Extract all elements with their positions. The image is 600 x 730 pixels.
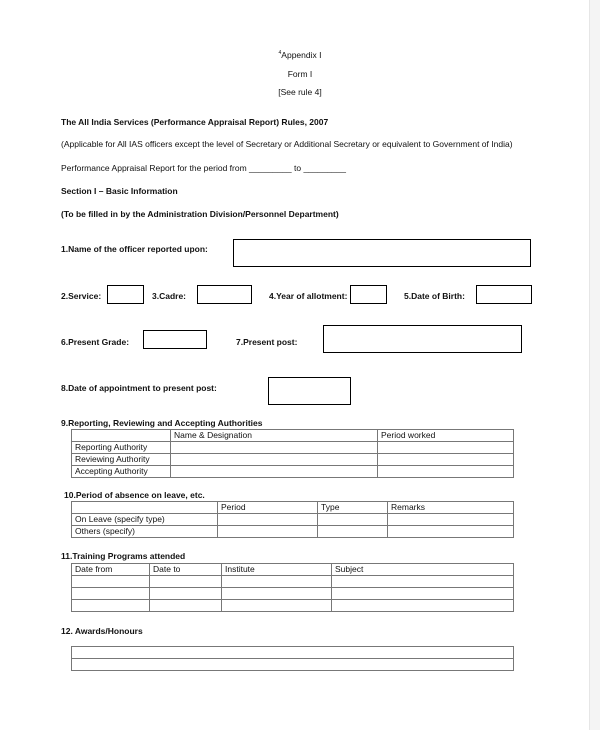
awards-heading: 12. Awards/Honours [61, 626, 143, 636]
table-row [72, 466, 514, 478]
training-cell[interactable] [332, 600, 514, 612]
training-cell[interactable] [332, 576, 514, 588]
cadre-field[interactable] [197, 285, 252, 304]
table-header-cell: Period [218, 502, 318, 514]
training-cell[interactable] [72, 600, 150, 612]
table-row [72, 647, 514, 659]
year-of-allotment-field[interactable] [350, 285, 387, 304]
name-designation-cell[interactable] [171, 454, 378, 466]
table-row [72, 454, 514, 466]
type-cell[interactable] [318, 514, 388, 526]
table-header-cell: Period worked [378, 430, 514, 442]
table-row [72, 514, 514, 526]
present-post-label: 7.Present post: [236, 337, 298, 347]
row-label: Others (specify) [72, 526, 218, 538]
table-header-cell: Remarks [388, 502, 514, 514]
table-row [72, 600, 514, 612]
cadre-label: 3.Cadre: [152, 291, 187, 301]
row-label: Accepting Authority [72, 466, 171, 478]
row-label: On Leave (specify type) [72, 514, 218, 526]
date-of-birth-label: 5.Date of Birth: [404, 291, 465, 301]
type-cell[interactable] [318, 526, 388, 538]
table-header-cell [72, 502, 218, 514]
table-header-cell [72, 430, 171, 442]
period-worked-cell[interactable] [378, 442, 514, 454]
training-heading: 11.Training Programs attended [61, 551, 186, 561]
training-cell[interactable] [150, 588, 222, 600]
row-label: Reporting Authority [72, 442, 171, 454]
report-period-line: Performance Appraisal Report for the period from _________ to _________ [61, 163, 346, 173]
name-designation-cell[interactable] [171, 442, 378, 454]
table-header-row [72, 502, 514, 514]
leave-heading: 10.Period of absence on leave, etc. [64, 490, 205, 500]
awards-cell[interactable] [72, 659, 514, 671]
authorities-table [71, 429, 514, 478]
training-cell[interactable] [150, 600, 222, 612]
table-header-cell: Date from [72, 564, 150, 576]
period-cell[interactable] [218, 526, 318, 538]
row-label: Reviewing Authority [72, 454, 171, 466]
table-header-cell: Subject [332, 564, 514, 576]
present-grade-label: 6.Present Grade: [61, 337, 130, 347]
table-row [72, 576, 514, 588]
table-row [72, 659, 514, 671]
period-cell[interactable] [218, 514, 318, 526]
table-header-cell: Date to [150, 564, 222, 576]
section-subheading: (To be filled in by the Administration Division/Personnel Department) [61, 209, 339, 219]
period-worked-cell[interactable] [378, 466, 514, 478]
training-cell[interactable] [222, 588, 332, 600]
rules-title: The All India Services (Performance Appraisal Report) Rules, 2007 [61, 117, 329, 127]
period-worked-cell[interactable] [378, 454, 514, 466]
remarks-cell[interactable] [388, 514, 514, 526]
applicability-note: (Applicable for All IAS officers except the level of Secretary or Additional Secretary or equivalent to Government of India) [61, 139, 513, 149]
training-cell[interactable] [72, 576, 150, 588]
table-header-row [72, 430, 514, 442]
section-heading: Section I – Basic Information [61, 186, 178, 196]
table-header-cell: Type [318, 502, 388, 514]
present-post-field[interactable] [323, 325, 522, 353]
awards-table [71, 646, 514, 671]
table-header-row [72, 564, 514, 576]
training-cell[interactable] [150, 576, 222, 588]
training-cell[interactable] [222, 576, 332, 588]
name-designation-cell[interactable] [171, 466, 378, 478]
table-row [72, 588, 514, 600]
training-table [71, 563, 514, 612]
training-cell[interactable] [222, 600, 332, 612]
remarks-cell[interactable] [388, 526, 514, 538]
date-of-birth-field[interactable] [476, 285, 532, 304]
service-label: 2.Service: [61, 291, 102, 301]
table-header-cell: Institute [222, 564, 332, 576]
training-cell[interactable] [332, 588, 514, 600]
form-title: Form I [287, 69, 313, 79]
appendix-title: $^4$Appendix I [278, 50, 322, 60]
training-cell[interactable] [72, 588, 150, 600]
table-header-cell: Name & Designation [171, 430, 378, 442]
appointment-date-field[interactable] [268, 377, 351, 405]
year-of-allotment-label: 4.Year of allotment: [269, 291, 348, 301]
officer-name-field[interactable] [233, 239, 531, 267]
leave-table [71, 501, 514, 538]
table-row [72, 442, 514, 454]
authorities-heading: 9.Reporting, Reviewing and Accepting Authorities [61, 418, 263, 428]
rule-reference: [See rule 4] [278, 87, 322, 97]
present-grade-field[interactable] [143, 330, 207, 349]
appointment-date-label: 8.Date of appointment to present post: [61, 383, 217, 393]
table-row [72, 526, 514, 538]
scrollbar[interactable] [589, 0, 600, 730]
service-field[interactable] [107, 285, 144, 304]
officer-name-label: 1.Name of the officer reported upon: [61, 244, 208, 254]
awards-cell[interactable] [72, 647, 514, 659]
